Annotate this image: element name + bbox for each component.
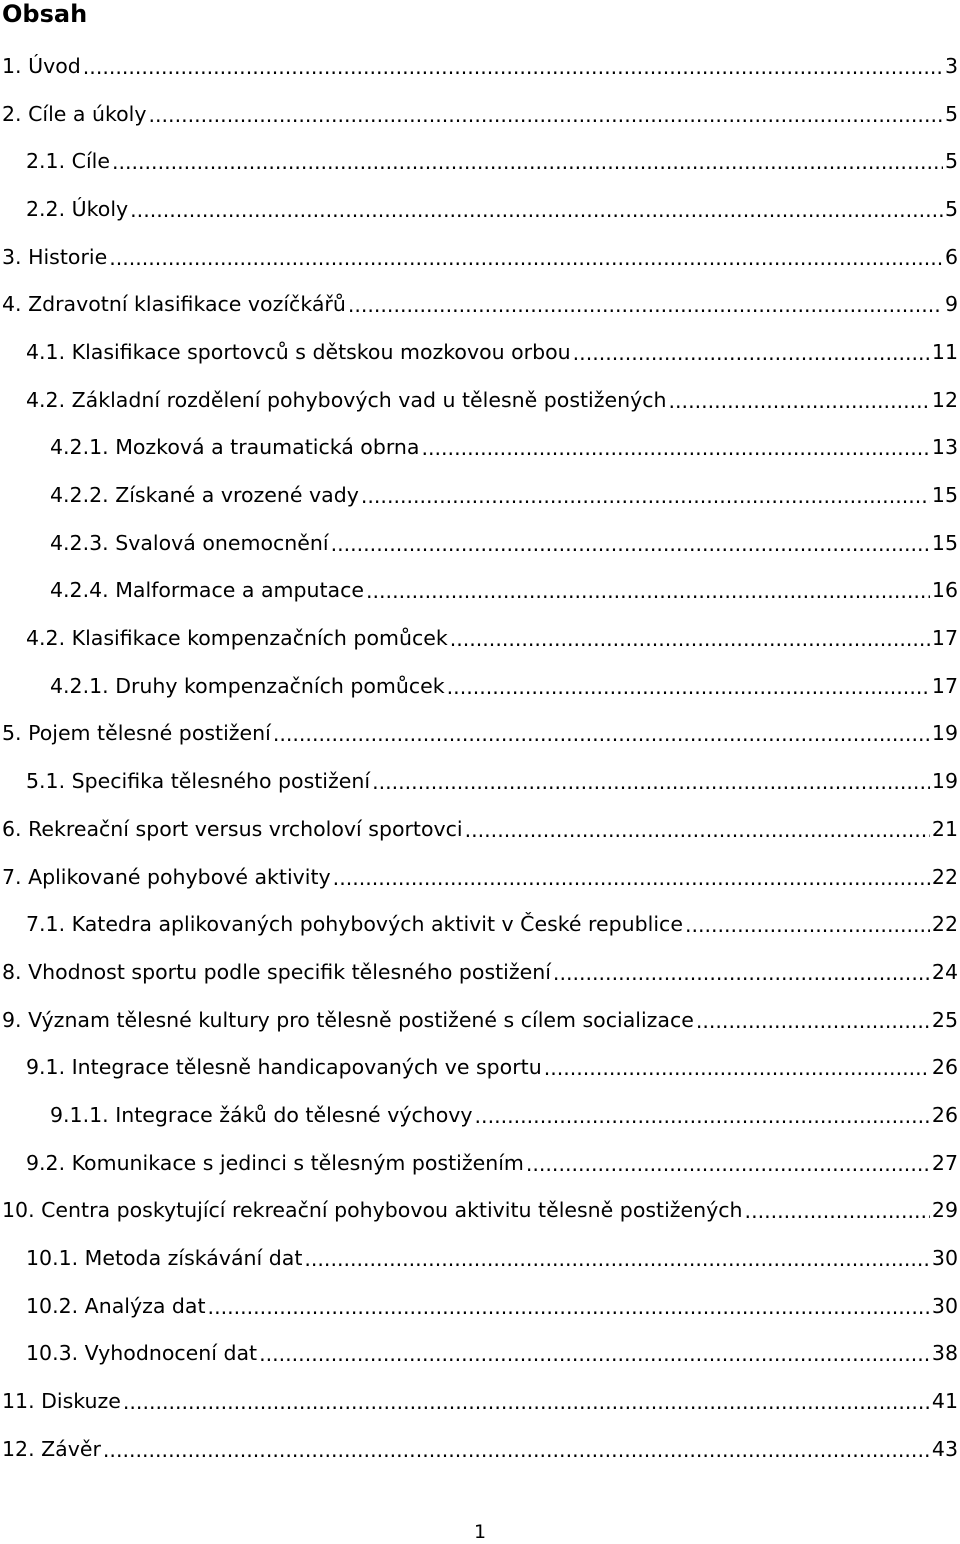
dot-leader bbox=[103, 1437, 930, 1461]
toc-entry-label[interactable]: 9. Význam tělesné kultury pro tělesně postižené s cílem socializace bbox=[2, 1007, 694, 1032]
toc-entry[interactable] bbox=[0, 948, 960, 996]
dot-leader bbox=[130, 197, 943, 221]
dot-leader bbox=[745, 1198, 930, 1222]
toc-entry-label[interactable]: 9.2. Komunikace s jedinci s tělesným postižením bbox=[26, 1150, 524, 1175]
toc-entry-page-number[interactable]: 9 bbox=[944, 292, 958, 317]
toc-entry[interactable] bbox=[0, 710, 960, 758]
toc-entry-page-number[interactable]: 19 bbox=[931, 721, 958, 746]
dot-leader bbox=[526, 1151, 930, 1175]
toc-entry-label[interactable]: 10.2. Analýza dat bbox=[26, 1293, 206, 1318]
toc-entry-label[interactable]: 4.2.3. Svalová onemocnění bbox=[50, 530, 329, 555]
toc-entry-page-number[interactable]: 5 bbox=[944, 196, 958, 221]
toc-entry-page-number[interactable]: 26 bbox=[931, 1102, 958, 1127]
toc-entry-page-number[interactable]: 15 bbox=[931, 530, 958, 555]
toc-entry-page-number[interactable]: 17 bbox=[931, 626, 958, 651]
dot-leader bbox=[696, 1008, 930, 1032]
toc-entry[interactable] bbox=[0, 805, 960, 853]
toc-entry-label[interactable]: 8. Vhodnost sportu podle specifik tělesného postižení bbox=[2, 959, 551, 984]
toc-entry[interactable] bbox=[0, 757, 960, 805]
toc-entry[interactable] bbox=[0, 1139, 960, 1187]
dot-leader bbox=[553, 960, 930, 984]
page-number: 1 bbox=[473, 1521, 487, 1543]
toc-entry-page-number[interactable]: 27 bbox=[931, 1150, 958, 1175]
toc-entry-page-number[interactable]: 13 bbox=[931, 435, 958, 460]
toc-entry[interactable] bbox=[0, 233, 960, 281]
dot-leader bbox=[685, 912, 930, 936]
toc-entry-label[interactable]: 10.3. Vyhodnocení dat bbox=[26, 1341, 258, 1366]
toc-entry-page-number[interactable]: 29 bbox=[931, 1198, 958, 1223]
toc-entry-page-number[interactable]: 11 bbox=[931, 339, 958, 364]
toc-entry[interactable] bbox=[0, 1330, 960, 1378]
toc-entry-label[interactable]: 4.2. Základní rozdělení pohybových vad u tělesně postižených bbox=[26, 387, 667, 412]
dot-leader bbox=[331, 531, 930, 555]
dot-leader bbox=[83, 54, 943, 78]
toc-entry[interactable] bbox=[0, 376, 960, 424]
toc-entry-page-number[interactable]: 12 bbox=[931, 387, 958, 412]
toc-entry-label[interactable]: 10.1. Metoda získávání dat bbox=[26, 1246, 303, 1271]
dot-leader bbox=[475, 1103, 930, 1127]
toc-entry[interactable] bbox=[0, 567, 960, 615]
toc-entry[interactable] bbox=[0, 1282, 960, 1330]
toc-entry[interactable] bbox=[0, 1425, 960, 1473]
toc-entry[interactable] bbox=[0, 90, 960, 138]
dot-leader bbox=[149, 102, 943, 126]
toc-entry-page-number[interactable]: 26 bbox=[931, 1055, 958, 1080]
toc-entry-page-number[interactable]: 17 bbox=[931, 673, 958, 698]
toc-entry-label[interactable]: 7.1. Katedra aplikovaných pohybových aktivit v České republice bbox=[26, 912, 683, 937]
toc-entry-page-number[interactable]: 30 bbox=[931, 1293, 958, 1318]
toc-entry-page-number[interactable]: 22 bbox=[931, 864, 958, 889]
toc-entry-page-number[interactable]: 22 bbox=[931, 912, 958, 937]
toc-entry[interactable] bbox=[0, 662, 960, 710]
toc-entry[interactable] bbox=[0, 1043, 960, 1091]
toc-entry[interactable] bbox=[0, 900, 960, 948]
toc-entry[interactable] bbox=[0, 519, 960, 567]
toc-entry-page-number[interactable]: 16 bbox=[931, 578, 958, 603]
toc-entry-page-number[interactable]: 5 bbox=[944, 149, 958, 174]
toc-entry[interactable] bbox=[0, 424, 960, 472]
toc-entry-label[interactable]: 4.2.1. Druhy kompenzačních pomůcek bbox=[50, 673, 445, 698]
dot-leader bbox=[304, 1246, 930, 1270]
toc-entry-label[interactable]: 2.1. Cíle bbox=[26, 149, 110, 174]
dot-leader bbox=[273, 721, 930, 745]
toc-heading: Obsah bbox=[2, 0, 88, 28]
dot-leader bbox=[109, 245, 943, 269]
dot-leader bbox=[112, 149, 943, 173]
toc-entry-label[interactable]: 2. Cíle a úkoly bbox=[2, 101, 147, 126]
toc-entry-page-number[interactable]: 3 bbox=[944, 53, 958, 78]
dot-leader bbox=[366, 578, 930, 602]
dot-leader bbox=[333, 865, 930, 889]
dot-leader bbox=[450, 626, 930, 650]
toc-entry-label[interactable]: 4.2.2. Získané a vrozené vady bbox=[50, 483, 359, 508]
dot-leader bbox=[669, 388, 930, 412]
toc-entry[interactable] bbox=[0, 280, 960, 328]
toc-entry[interactable] bbox=[0, 1377, 960, 1425]
dot-leader bbox=[259, 1341, 930, 1365]
toc-entry-label[interactable]: 6. Rekreační sport versus vrcholoví sportovci bbox=[2, 816, 463, 841]
toc-entry-label[interactable]: 9.1.1. Integrace žáků do tělesné výchovy bbox=[50, 1102, 473, 1127]
toc-entry-page-number[interactable]: 6 bbox=[944, 244, 958, 269]
toc-entry[interactable] bbox=[0, 996, 960, 1044]
toc-entry-page-number[interactable]: 19 bbox=[931, 769, 958, 794]
toc-entry[interactable] bbox=[0, 471, 960, 519]
toc-entry-label[interactable]: 4.2.4. Malformace a amputace bbox=[50, 578, 364, 603]
toc-entry-page-number[interactable]: 38 bbox=[931, 1341, 958, 1366]
dot-leader bbox=[208, 1294, 930, 1318]
dot-leader bbox=[361, 483, 930, 507]
toc-entry-page-number[interactable]: 43 bbox=[931, 1436, 958, 1461]
toc-entry[interactable] bbox=[0, 328, 960, 376]
dot-leader bbox=[421, 435, 929, 459]
table-of-contents bbox=[0, 42, 960, 1473]
toc-entry-label[interactable]: 11. Diskuze bbox=[2, 1389, 121, 1414]
toc-entry[interactable] bbox=[0, 614, 960, 662]
dot-leader bbox=[123, 1389, 930, 1413]
toc-entry-label[interactable]: 7. Aplikované pohybové aktivity bbox=[2, 864, 331, 889]
toc-entry-label[interactable]: 12. Závěr bbox=[2, 1436, 101, 1461]
toc-entry-page-number[interactable]: 21 bbox=[931, 816, 958, 841]
toc-entry[interactable] bbox=[0, 137, 960, 185]
toc-entry[interactable] bbox=[0, 1187, 960, 1235]
toc-entry-page-number[interactable]: 41 bbox=[931, 1389, 958, 1414]
toc-entry-label[interactable]: 1. Úvod bbox=[2, 53, 81, 78]
dot-leader bbox=[372, 769, 930, 793]
toc-entry-label[interactable]: 5. Pojem tělesné postižení bbox=[2, 721, 271, 746]
toc-entry-page-number[interactable]: 15 bbox=[931, 483, 958, 508]
toc-entry-label[interactable]: 4.1. Klasifikace sportovců s dětskou mozkovou orbou bbox=[26, 339, 571, 364]
toc-entry[interactable] bbox=[0, 185, 960, 233]
toc-entry-label[interactable]: 2.2. Úkoly bbox=[26, 196, 129, 221]
dot-leader bbox=[544, 1055, 930, 1079]
toc-entry-label[interactable]: 4.2.1. Mozková a traumatická obrna bbox=[50, 435, 420, 460]
toc-entry-page-number[interactable]: 5 bbox=[944, 101, 958, 126]
toc-entry-label[interactable]: 10. Centra poskytující rekreační pohybovou aktivitu tělesně postižených bbox=[2, 1198, 743, 1223]
toc-entry[interactable] bbox=[0, 1234, 960, 1282]
toc-entry-label[interactable]: 5.1. Specifika tělesného postižení bbox=[26, 769, 371, 794]
dot-leader bbox=[348, 292, 943, 316]
toc-entry-page-number[interactable]: 25 bbox=[931, 1007, 958, 1032]
toc-entry-label[interactable]: 4.2. Klasifikace kompenzačních pomůcek bbox=[26, 626, 448, 651]
toc-entry-label[interactable]: 9.1. Integrace tělesně handicapovaných ve sportu bbox=[26, 1055, 542, 1080]
toc-entry-page-number[interactable]: 24 bbox=[931, 959, 958, 984]
toc-entry-label[interactable]: 4. Zdravotní klasifikace vozíčkářů bbox=[2, 292, 346, 317]
toc-entry-page-number[interactable]: 30 bbox=[931, 1246, 958, 1271]
toc-entry[interactable] bbox=[0, 1091, 960, 1139]
toc-entry-label[interactable]: 3. Historie bbox=[2, 244, 108, 269]
dot-leader bbox=[465, 817, 930, 841]
dot-leader bbox=[447, 674, 930, 698]
toc-entry[interactable] bbox=[0, 853, 960, 901]
dot-leader bbox=[573, 340, 930, 364]
toc-entry[interactable] bbox=[0, 42, 960, 90]
